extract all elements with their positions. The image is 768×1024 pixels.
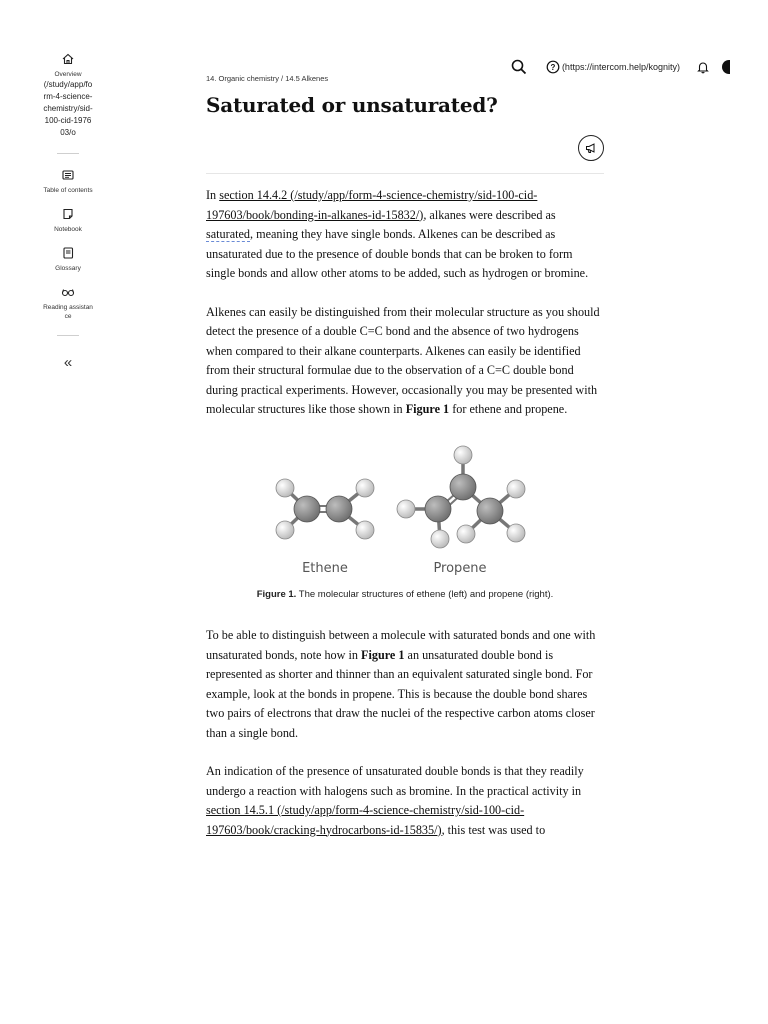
sidebar-item-reading-assistance[interactable]: [42, 285, 94, 321]
text: To be able to distinguish between a molecule with saturated bonds and one with unsaturated bonds, note how in: [206, 628, 596, 662]
text: , alkanes were described as: [423, 207, 556, 222]
sidebar-divider: [57, 153, 79, 154]
glossary-book-icon: [61, 246, 75, 260]
collapse-sidebar-icon[interactable]: «: [63, 354, 73, 371]
left-sidebar: [40, 52, 96, 371]
user-avatar[interactable]: [722, 60, 730, 74]
text: an unsaturated double bond is represented as shorter and thinner than an equivalent saturated single bond. For example, look at the bonds in propene. This is because the double bond shares two pairs of electrons that draw the nuclei of the respective carbon atoms closer than a single bond.: [206, 647, 595, 740]
notebook-icon: [61, 207, 75, 221]
paragraph: [206, 762, 604, 840]
page-title: Saturated or unsaturated?: [206, 93, 498, 117]
figure-reference: Figure 1: [361, 647, 405, 662]
text: for ethene and propene.: [449, 402, 568, 416]
breadcrumb[interactable]: 14. Organic chemistry / 14.5 Alkenes: [206, 74, 329, 83]
sidebar-item-notebook[interactable]: [42, 207, 94, 234]
sidebar-divider: [57, 335, 79, 336]
figure-1: [206, 439, 604, 605]
glasses-icon: [61, 285, 75, 299]
text: Alkenes can easily be distinguished from their molecular structure as you should detect the presence of a double C=C bond and the absence of two hydrogens when compared to their alkane counterparts. Alkenes can easily be identified from their structural formulae due to the observation of a C=C double bond during practical experiments. However, occasionally you may be presented with molecular structures like those shown in: [206, 304, 600, 416]
ethene-label: Ethene: [302, 560, 348, 576]
article-body: [206, 186, 604, 840]
sidebar-item-overview[interactable]: [42, 52, 94, 139]
paragraph: [206, 186, 604, 284]
sidebar-item-table-of-contents[interactable]: [42, 168, 94, 195]
ethene-molecule: [276, 479, 374, 539]
svg-text:?: ?: [550, 63, 556, 72]
figure-reference: Figure 1: [405, 402, 450, 416]
sidebar-item-glossary[interactable]: [42, 246, 94, 273]
section-link[interactable]: section 14.4.2 (/study/app/form-4-science-chemistry/sid-100-cid-197603/book/bonding-in-alkanes-id-15832/): [206, 188, 538, 222]
text: In: [206, 188, 220, 202]
text: , this test was used to: [441, 822, 546, 837]
sidebar-overview-path[interactable]: (/study/app/form-4-science-chemistry/sid-100-cid-197603/o: [43, 80, 93, 137]
notification-bell-icon[interactable]: [696, 60, 710, 74]
text: An indication of the presence of unsaturated double bonds is that they readily undergo a reaction with halogens such as bromine. In the practical activity in: [206, 764, 584, 798]
molecule-diagram: [270, 439, 540, 579]
propene-molecule: [397, 446, 525, 548]
help-link-text: (https://intercom.help/kognity): [561, 62, 680, 72]
sidebar-toc-label: Table of contents: [43, 187, 93, 194]
table-of-contents-icon: [61, 168, 75, 182]
propene-label: Propene: [433, 560, 487, 576]
main-content: [206, 74, 604, 859]
glossary-term-saturated[interactable]: saturated: [206, 227, 250, 241]
sidebar-notebook-label: Notebook: [54, 226, 82, 233]
text: , meaning they have single bonds. Alkenes can be described as unsaturated due to the presence of double bonds that can be broken to form single bonds and allow other atoms to be added, such as hydrogen or bromine.: [206, 227, 589, 280]
megaphone-icon: [585, 142, 597, 154]
paragraph: [206, 626, 604, 743]
help-link[interactable]: [546, 60, 680, 74]
caption-text: The molecular structures of ethene (left) and propene (right).: [296, 588, 554, 600]
section-link[interactable]: section 14.5.1 (/study/app/form-4-science-chemistry/sid-100-cid-197603/book/cracking-hydrocarbons-id-15835/): [206, 803, 525, 837]
home-icon: [61, 52, 75, 66]
page-actions: [206, 135, 604, 174]
caption-label: Figure 1.: [256, 588, 297, 600]
sidebar-reading-label: Reading assistance: [43, 304, 93, 320]
paragraph: [206, 303, 604, 420]
help-circle-icon: [546, 60, 560, 74]
figure-caption: [206, 585, 604, 605]
sidebar-glossary-label: Glossary: [55, 265, 81, 272]
sidebar-overview-label: Overview: [54, 71, 82, 78]
read-aloud-button[interactable]: [578, 135, 604, 161]
